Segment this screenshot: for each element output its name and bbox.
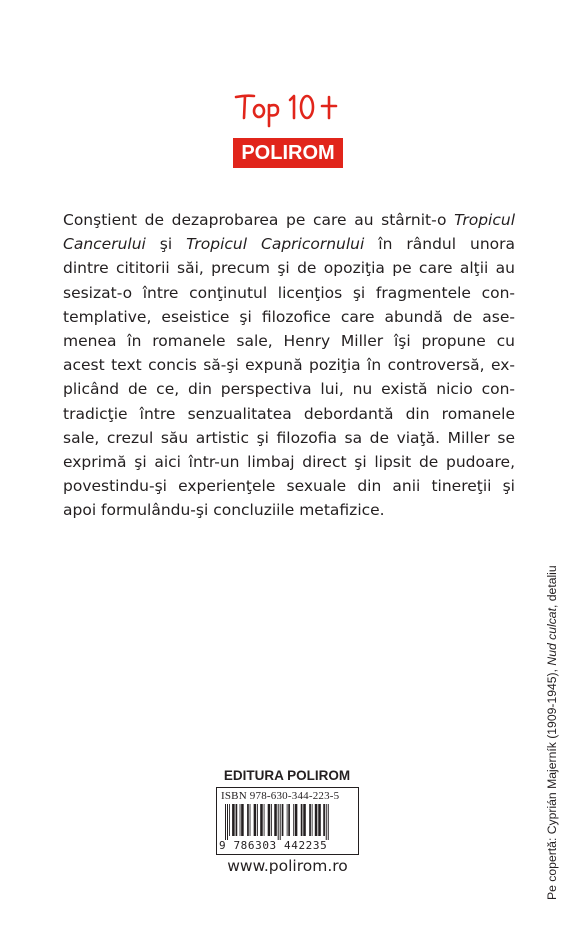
barcode-bar xyxy=(247,804,249,836)
barcode-bar xyxy=(232,804,235,836)
blurb-text: şi xyxy=(145,235,187,254)
blurb-line xyxy=(63,426,515,450)
blurb-text: dintre cititorii săi, precum şi de opoziţia pe care alţii au xyxy=(63,259,515,278)
blurb-line xyxy=(63,232,515,256)
barcode-bar xyxy=(301,804,303,836)
barcode-bar xyxy=(236,804,238,836)
blurb-line xyxy=(63,402,515,426)
blurb-text: exprimă şi aici într-un limbaj direct şi lipsit de pudoare, xyxy=(63,452,515,471)
blurb-text: sesizat-o între conţinutul licenţios şi fragmentele con- xyxy=(63,283,515,302)
blurb-text: povestindu-şi experienţele sexuale din anii tinereţii şi xyxy=(63,477,515,496)
blurb-text: apoi formulându-şi concluziile metafizice. xyxy=(63,501,385,520)
blurb-text: acest text concis să-şi expună poziţia în controversă, ex- xyxy=(63,356,515,375)
blurb-line xyxy=(63,305,515,329)
blurb-text: tradicţie între senzualitatea debordantă din romanele xyxy=(63,404,515,423)
cover-credit xyxy=(545,565,559,900)
barcode-bar xyxy=(268,804,271,836)
blurb-text: plicând de ce, din perspectiva lui, nu există nicio con- xyxy=(63,380,515,399)
barcode-bar xyxy=(227,804,228,840)
blurb-line xyxy=(63,281,515,305)
barcode-bar xyxy=(280,804,281,840)
blurb-text: sale, crezul său artistic şi filozofia sa de viaţă. Miller se xyxy=(63,428,515,447)
blurb-line xyxy=(63,474,515,498)
blurb-italic-title: Tropicul xyxy=(454,211,515,229)
barcode-bar xyxy=(315,804,318,836)
blurb-line xyxy=(63,329,515,353)
barcode-bar xyxy=(271,804,272,836)
cover-credit-prefix: Pe copertă: Cyprián Majerník (1909-1945), xyxy=(545,665,559,900)
barcode-bar xyxy=(278,804,279,840)
publisher-website: www.polirom.ro xyxy=(227,857,348,875)
series-logo-mark xyxy=(232,88,342,128)
isbn-label: ISBN 978-630-344-223-5 xyxy=(221,790,340,802)
blurb-line xyxy=(63,353,515,377)
barcode-bar xyxy=(257,804,258,836)
blurb-italic-title: Cancerului xyxy=(63,235,146,254)
back-cover-blurb xyxy=(63,208,515,522)
blurb-line xyxy=(63,450,515,474)
barcode-bars xyxy=(225,804,353,840)
barcode-block xyxy=(216,787,359,855)
barcode-bar xyxy=(282,804,284,836)
blurb-line xyxy=(63,208,515,232)
barcode-bar xyxy=(309,804,311,836)
blurb-line xyxy=(63,256,515,280)
blurb-line xyxy=(63,498,515,522)
brand-badge: POLIROM xyxy=(233,138,343,168)
barcode-bar xyxy=(229,804,230,836)
blurb-line xyxy=(63,377,515,401)
barcode-bar xyxy=(274,804,277,836)
barcode-bar xyxy=(323,804,325,836)
barcode-bar xyxy=(312,804,313,836)
series-logo xyxy=(232,88,342,128)
barcode-digits: 9 786303 442235 xyxy=(219,839,328,852)
blurb-text: menea în romanele sale, Henry Miller îşi propune cu xyxy=(63,331,515,350)
barcode-bar xyxy=(287,804,288,836)
barcode-bar xyxy=(264,804,265,836)
blurb-text: Conştient de dezaprobarea pe care au stârnit-o xyxy=(63,211,455,229)
barcode-bar xyxy=(240,804,241,836)
publisher-name: EDITURA POLIROM xyxy=(223,768,351,783)
barcode-bar xyxy=(328,804,329,840)
barcode-bar xyxy=(318,804,321,836)
barcode-bar xyxy=(254,804,257,836)
blurb-italic-title: Tropicul Capricornului xyxy=(186,235,365,254)
barcode-bar xyxy=(250,804,251,836)
barcode-bar xyxy=(288,804,290,836)
barcode-bar xyxy=(326,804,327,840)
cover-credit-title: Nud culcat xyxy=(545,608,559,666)
barcode-bar xyxy=(260,804,263,836)
blurb-text: templative, eseistice şi filozofice care abundă de ase- xyxy=(63,307,515,326)
barcode-bar xyxy=(303,804,306,836)
cover-credit-suffix: , detaliu xyxy=(545,565,559,609)
barcode-bar xyxy=(241,804,244,836)
blurb-text: în rândul unora xyxy=(364,235,515,254)
barcode-bar xyxy=(295,804,298,836)
barcode-bar xyxy=(293,804,294,836)
barcode-bar xyxy=(225,804,226,840)
